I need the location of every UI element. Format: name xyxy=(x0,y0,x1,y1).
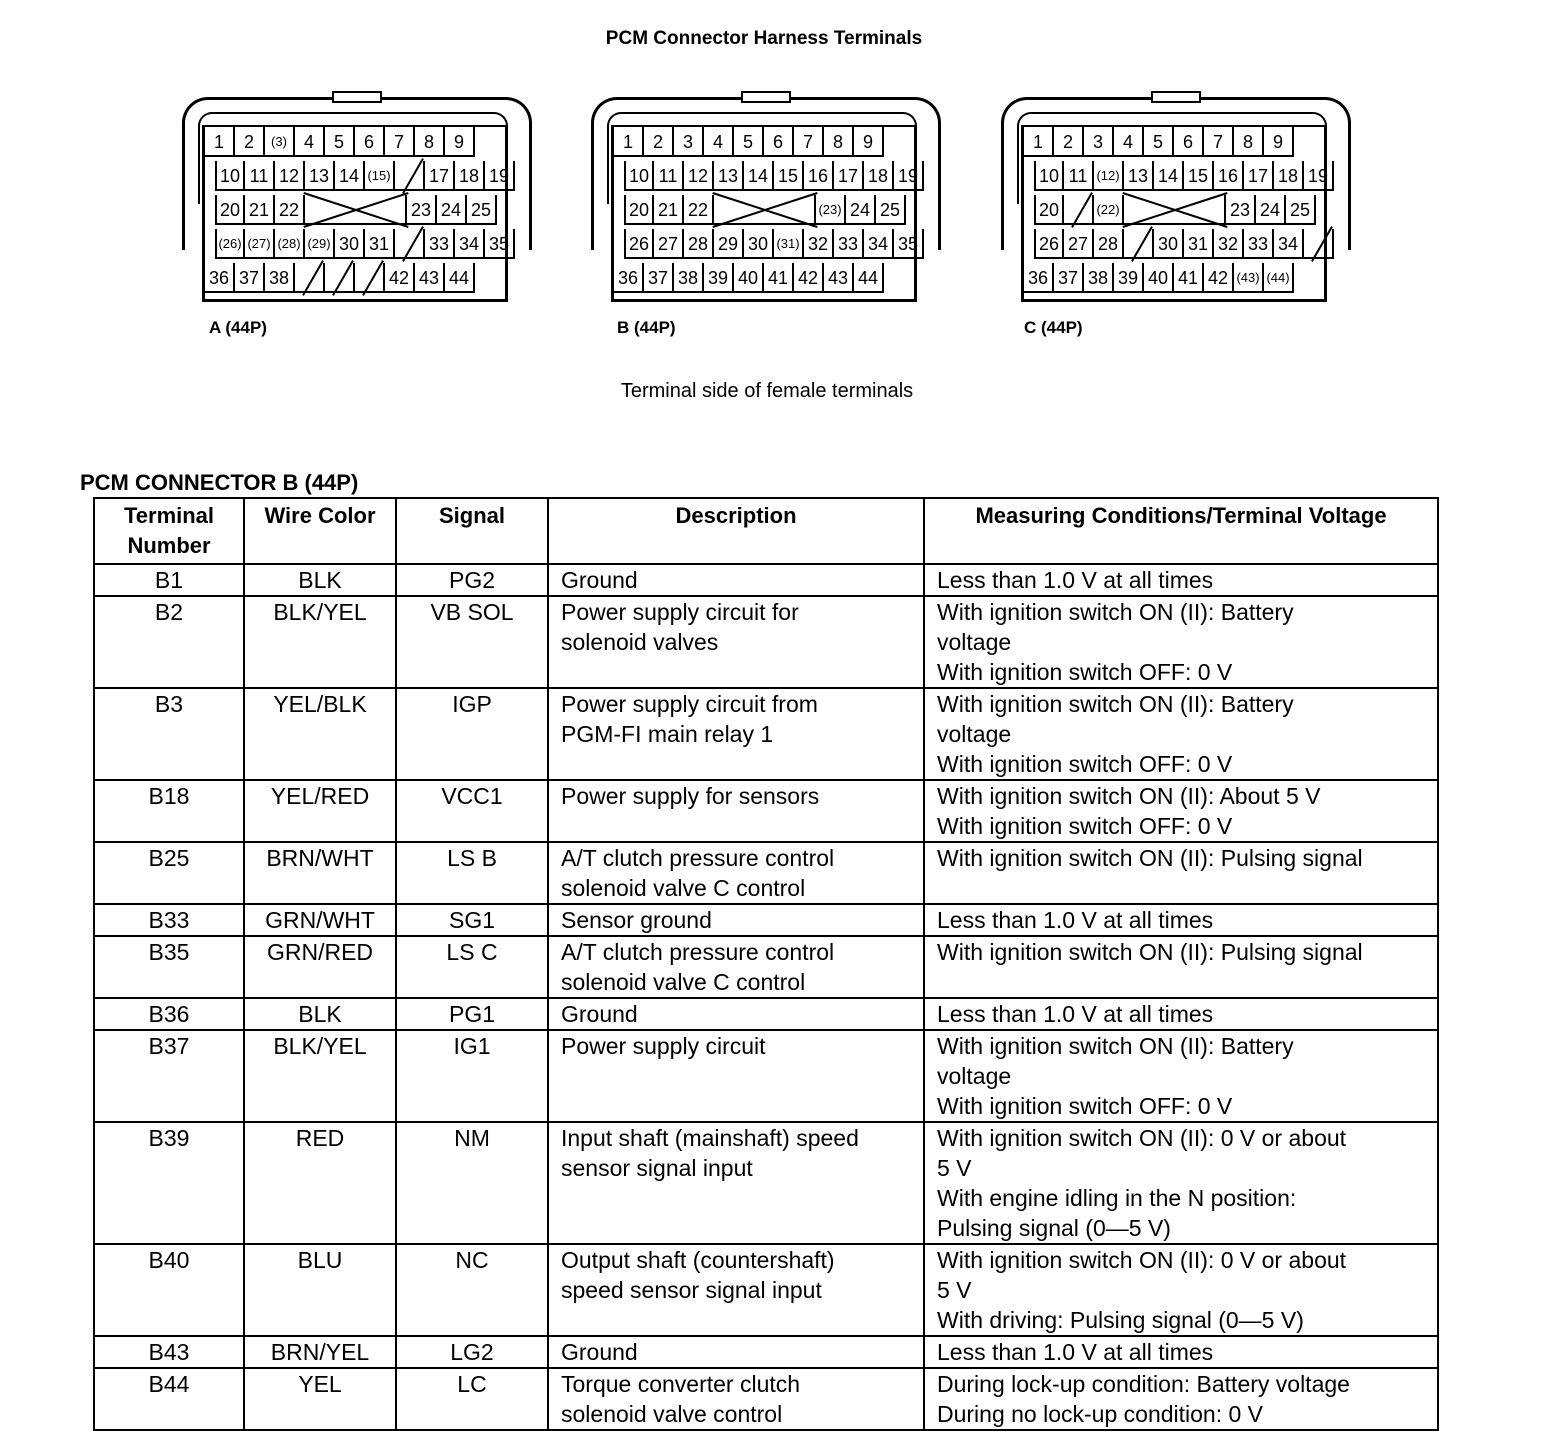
measuring-cell: Less than 1.0 V at all times xyxy=(924,998,1438,1030)
signal-cell: LS C xyxy=(396,936,548,998)
pin-row xyxy=(215,161,515,191)
diagram-caption: Terminal side of female terminals xyxy=(620,380,914,402)
pin-terminal: 39 xyxy=(704,263,734,293)
pin-terminal: 19 xyxy=(1304,161,1334,191)
pin-terminal: 39 xyxy=(1114,263,1144,293)
pin-terminal: 18 xyxy=(1274,161,1304,191)
measuring-cell: During lock-up condition: Battery voltage During no lock-up condition: 0 V xyxy=(924,1368,1438,1430)
description-cell: Power supply circuit from PGM-FI main relay 1 xyxy=(548,688,924,780)
pin-terminal: 1 xyxy=(1024,127,1054,157)
pin-terminal: 20 xyxy=(215,195,245,225)
terminal-cell: B35 xyxy=(94,936,244,998)
measuring-cell: With ignition switch ON (II): Battery voltage With ignition switch OFF: 0 V xyxy=(924,688,1438,780)
pin-terminal: 25 xyxy=(467,195,497,225)
pin-terminal: (22) xyxy=(1094,195,1124,225)
pin-terminal: 24 xyxy=(1256,195,1286,225)
pin-terminal: 34 xyxy=(455,229,485,259)
terminal-cell: B36 xyxy=(94,998,244,1030)
terminal-cell: B39 xyxy=(94,1122,244,1244)
pin-terminal: 11 xyxy=(654,161,684,191)
pin-row xyxy=(614,263,884,293)
pin-terminal: 24 xyxy=(437,195,467,225)
measuring-cell: With ignition switch ON (II): 0 V or about 5 V With driving: Pulsing signal (0—5 V) xyxy=(924,1244,1438,1336)
pin-terminal: 10 xyxy=(624,161,654,191)
pin-terminal: (12) xyxy=(1094,161,1124,191)
pin-terminal: 37 xyxy=(644,263,674,293)
pin-terminal: 19 xyxy=(485,161,515,191)
pcm-connector-table xyxy=(93,497,1439,1431)
pin-terminal: 22 xyxy=(684,195,714,225)
pin-row xyxy=(624,195,906,225)
measuring-cell: Less than 1.0 V at all times xyxy=(924,1336,1438,1368)
measuring-cell: With ignition switch ON (II): Pulsing signal xyxy=(924,936,1438,998)
pin-terminal: 5 xyxy=(325,127,355,157)
pin-terminal: 18 xyxy=(864,161,894,191)
pin-row xyxy=(215,229,515,259)
description-cell: Power supply circuit for solenoid valves xyxy=(548,596,924,688)
pin-terminal: 3 xyxy=(674,127,704,157)
connector-a-label: A (44P) xyxy=(209,318,267,337)
pin-terminal: (44) xyxy=(1264,263,1294,293)
pin-terminal: 7 xyxy=(1204,127,1234,157)
pin-terminal: (26) xyxy=(215,229,245,259)
pin-terminal: 4 xyxy=(704,127,734,157)
table-row xyxy=(94,1244,1438,1336)
wire-color-cell: YEL/RED xyxy=(244,780,396,842)
measuring-cell: With ignition switch ON (II): About 5 V With ignition switch OFF: 0 V xyxy=(924,780,1438,842)
pin-terminal: 30 xyxy=(1154,229,1184,259)
pin-terminal: 20 xyxy=(1034,195,1064,225)
wire-color-cell: BLK/YEL xyxy=(244,1030,396,1122)
terminal-cell: B43 xyxy=(94,1336,244,1368)
pin-terminal: 6 xyxy=(1174,127,1204,157)
pin-row xyxy=(624,229,924,259)
pin-terminal: 34 xyxy=(864,229,894,259)
pin-terminal: 18 xyxy=(455,161,485,191)
description-cell: Torque converter clutch solenoid valve control xyxy=(548,1368,924,1430)
pin-row xyxy=(1034,195,1316,225)
table-row xyxy=(94,596,1438,688)
pin-row xyxy=(614,127,884,157)
pin-terminal: 5 xyxy=(734,127,764,157)
description-cell: Input shaft (mainshaft) speed sensor signal input xyxy=(548,1122,924,1244)
pin-terminal: 25 xyxy=(876,195,906,225)
table-title: PCM CONNECTOR B (44P) xyxy=(80,470,359,495)
pin-terminal: 25 xyxy=(1286,195,1316,225)
pin-terminal: 38 xyxy=(265,263,295,293)
terminal-cell: B1 xyxy=(94,564,244,596)
unused-pin xyxy=(395,161,425,191)
description-cell: Power supply for sensors xyxy=(548,780,924,842)
header-measuring: Measuring Conditions/Terminal Voltage xyxy=(924,498,1438,564)
wire-color-cell: BRN/YEL xyxy=(244,1336,396,1368)
terminal-cell: B3 xyxy=(94,688,244,780)
keyed-gap xyxy=(1124,195,1226,225)
description-cell: Output shaft (countershaft) speed sensor signal input xyxy=(548,1244,924,1336)
pin-terminal: 33 xyxy=(425,229,455,259)
signal-cell: PG1 xyxy=(396,998,548,1030)
signal-cell: LG2 xyxy=(396,1336,548,1368)
pin-row xyxy=(1024,127,1294,157)
pin-terminal: 13 xyxy=(1124,161,1154,191)
pin-terminal: (15) xyxy=(365,161,395,191)
connector-lock-tab xyxy=(1151,91,1201,103)
pin-terminal: 27 xyxy=(654,229,684,259)
pin-row xyxy=(1034,161,1334,191)
pin-row xyxy=(205,127,475,157)
pin-terminal: 10 xyxy=(215,161,245,191)
pin-terminal: 13 xyxy=(714,161,744,191)
pin-terminal: (28) xyxy=(275,229,305,259)
pin-terminal: (23) xyxy=(816,195,846,225)
keyed-gap xyxy=(714,195,816,225)
pin-terminal: 4 xyxy=(1114,127,1144,157)
signal-cell: LS B xyxy=(396,842,548,904)
pin-terminal: 35 xyxy=(485,229,515,259)
wire-color-cell: RED xyxy=(244,1122,396,1244)
pin-terminal: 32 xyxy=(1214,229,1244,259)
pin-terminal: 33 xyxy=(834,229,864,259)
signal-cell: SG1 xyxy=(396,904,548,936)
pin-terminal: 22 xyxy=(275,195,305,225)
signal-cell: IGP xyxy=(396,688,548,780)
pin-terminal: 32 xyxy=(804,229,834,259)
signal-cell: NC xyxy=(396,1244,548,1336)
pin-terminal: 8 xyxy=(824,127,854,157)
pin-terminal: 6 xyxy=(764,127,794,157)
pin-terminal: 40 xyxy=(734,263,764,293)
pin-terminal: 14 xyxy=(335,161,365,191)
measuring-cell: With ignition switch ON (II): Battery voltage With ignition switch OFF: 0 V xyxy=(924,1030,1438,1122)
connector-b-diagram xyxy=(591,97,941,297)
pin-terminal: 36 xyxy=(614,263,644,293)
table-row xyxy=(94,1336,1438,1368)
wire-color-cell: BLK xyxy=(244,998,396,1030)
table-row xyxy=(94,688,1438,780)
pin-terminal: 13 xyxy=(305,161,335,191)
pin-terminal: 19 xyxy=(894,161,924,191)
terminal-cell: B40 xyxy=(94,1244,244,1336)
terminal-cell: B33 xyxy=(94,904,244,936)
pin-terminal: 20 xyxy=(624,195,654,225)
description-cell: Ground xyxy=(548,564,924,596)
table-row xyxy=(94,842,1438,904)
unused-pin xyxy=(355,263,385,293)
header-wire-color: Wire Color xyxy=(244,498,396,564)
pin-terminal: 7 xyxy=(385,127,415,157)
pin-terminal: 7 xyxy=(794,127,824,157)
pin-terminal: 9 xyxy=(854,127,884,157)
terminal-cell: B25 xyxy=(94,842,244,904)
measuring-cell: With ignition switch ON (II): Battery voltage With ignition switch OFF: 0 V xyxy=(924,596,1438,688)
table-row xyxy=(94,998,1438,1030)
terminal-cell: B18 xyxy=(94,780,244,842)
pin-terminal: 1 xyxy=(205,127,235,157)
pin-terminal: 24 xyxy=(846,195,876,225)
table-row xyxy=(94,904,1438,936)
signal-cell: VCC1 xyxy=(396,780,548,842)
description-cell: Sensor ground xyxy=(548,904,924,936)
pin-terminal: (31) xyxy=(774,229,804,259)
pin-terminal: 28 xyxy=(684,229,714,259)
pin-terminal: 3 xyxy=(1084,127,1114,157)
pin-terminal: 34 xyxy=(1274,229,1304,259)
pin-terminal: 36 xyxy=(1024,263,1054,293)
signal-cell: VB SOL xyxy=(396,596,548,688)
pin-terminal: 12 xyxy=(275,161,305,191)
pin-terminal: 23 xyxy=(1226,195,1256,225)
pin-terminal: 41 xyxy=(1174,263,1204,293)
pin-terminal: 16 xyxy=(804,161,834,191)
unused-pin xyxy=(1064,195,1094,225)
pin-terminal: 37 xyxy=(235,263,265,293)
connector-lock-tab xyxy=(741,91,791,103)
wire-color-cell: BLK/YEL xyxy=(244,596,396,688)
pin-terminal: 37 xyxy=(1054,263,1084,293)
wire-color-cell: BLK xyxy=(244,564,396,596)
measuring-cell: With ignition switch ON (II): 0 V or about 5 V With engine idling in the N position: Pulsing signal (0—5 V) xyxy=(924,1122,1438,1244)
pin-terminal: 17 xyxy=(425,161,455,191)
pin-terminal: 15 xyxy=(1184,161,1214,191)
pin-terminal: (29) xyxy=(305,229,335,259)
keyed-gap xyxy=(305,195,407,225)
wire-color-cell: BRN/WHT xyxy=(244,842,396,904)
wire-color-cell: YEL/BLK xyxy=(244,688,396,780)
pin-terminal: 2 xyxy=(1054,127,1084,157)
pin-terminal: 17 xyxy=(834,161,864,191)
pin-row xyxy=(215,195,497,225)
pin-terminal: 43 xyxy=(824,263,854,293)
pin-terminal: 26 xyxy=(624,229,654,259)
connector-b-label: B (44P) xyxy=(617,318,676,337)
terminal-cell: B44 xyxy=(94,1368,244,1430)
unused-pin xyxy=(395,229,425,259)
terminal-cell: B2 xyxy=(94,596,244,688)
pin-terminal: 11 xyxy=(1064,161,1094,191)
connector-pin-block xyxy=(611,125,917,302)
table-header-row xyxy=(94,498,1438,564)
pin-terminal: 11 xyxy=(245,161,275,191)
terminal-cell: B37 xyxy=(94,1030,244,1122)
connector-c-diagram xyxy=(1001,97,1351,297)
header-signal: Signal xyxy=(396,498,548,564)
unused-pin xyxy=(1304,229,1334,259)
signal-cell: NM xyxy=(396,1122,548,1244)
pin-terminal: 8 xyxy=(415,127,445,157)
measuring-cell: Less than 1.0 V at all times xyxy=(924,904,1438,936)
pin-terminal: 10 xyxy=(1034,161,1064,191)
diagram-title: PCM Connector Harness Terminals xyxy=(605,28,923,49)
wire-color-cell: GRN/WHT xyxy=(244,904,396,936)
pin-terminal: 35 xyxy=(894,229,924,259)
pin-terminal: 6 xyxy=(355,127,385,157)
wire-color-cell: BLU xyxy=(244,1244,396,1336)
pin-terminal: (43) xyxy=(1234,263,1264,293)
pin-terminal: 8 xyxy=(1234,127,1264,157)
pin-terminal: 33 xyxy=(1244,229,1274,259)
table-row xyxy=(94,1030,1438,1122)
signal-cell: PG2 xyxy=(396,564,548,596)
connector-pin-block xyxy=(202,125,508,302)
header-description: Description xyxy=(548,498,924,564)
description-cell: Ground xyxy=(548,1336,924,1368)
unused-pin xyxy=(1124,229,1154,259)
unused-pin xyxy=(325,263,355,293)
description-cell: Ground xyxy=(548,998,924,1030)
table-row xyxy=(94,1368,1438,1430)
pin-terminal: 21 xyxy=(245,195,275,225)
pin-terminal: 2 xyxy=(235,127,265,157)
signal-cell: IG1 xyxy=(396,1030,548,1122)
wire-color-cell: YEL xyxy=(244,1368,396,1430)
connector-c-label: C (44P) xyxy=(1024,318,1083,337)
pin-terminal: 43 xyxy=(415,263,445,293)
pin-terminal: 42 xyxy=(1204,263,1234,293)
pin-terminal: 1 xyxy=(614,127,644,157)
pin-terminal: 12 xyxy=(684,161,714,191)
connector-lock-tab xyxy=(332,91,382,103)
pin-terminal: 38 xyxy=(674,263,704,293)
pin-terminal: 17 xyxy=(1244,161,1274,191)
pin-terminal: 21 xyxy=(654,195,684,225)
pin-terminal: 9 xyxy=(445,127,475,157)
pin-terminal: 40 xyxy=(1144,263,1174,293)
connector-pin-block xyxy=(1021,125,1327,302)
pin-terminal: 16 xyxy=(1214,161,1244,191)
pin-terminal: 44 xyxy=(854,263,884,293)
pin-terminal: 36 xyxy=(205,263,235,293)
pin-terminal: 14 xyxy=(1154,161,1184,191)
description-cell: A/T clutch pressure control solenoid valve C control xyxy=(548,842,924,904)
measuring-cell: With ignition switch ON (II): Pulsing signal xyxy=(924,842,1438,904)
pin-terminal: 9 xyxy=(1264,127,1294,157)
wire-color-cell: GRN/RED xyxy=(244,936,396,998)
pin-terminal: 28 xyxy=(1094,229,1124,259)
pin-terminal: 42 xyxy=(385,263,415,293)
pin-terminal: 31 xyxy=(1184,229,1214,259)
pin-terminal: (3) xyxy=(265,127,295,157)
table-row xyxy=(94,1122,1438,1244)
signal-cell: LC xyxy=(396,1368,548,1430)
pin-terminal: 42 xyxy=(794,263,824,293)
pin-terminal: 30 xyxy=(335,229,365,259)
pin-terminal: 27 xyxy=(1064,229,1094,259)
pin-terminal: 44 xyxy=(445,263,475,293)
pin-terminal: 14 xyxy=(744,161,774,191)
pin-terminal: 38 xyxy=(1084,263,1114,293)
pin-row xyxy=(1034,229,1334,259)
pin-row xyxy=(1024,263,1294,293)
description-cell: A/T clutch pressure control solenoid valve C control xyxy=(548,936,924,998)
pin-terminal: 4 xyxy=(295,127,325,157)
pin-terminal: (27) xyxy=(245,229,275,259)
pin-row xyxy=(205,263,475,293)
measuring-cell: Less than 1.0 V at all times xyxy=(924,564,1438,596)
pin-terminal: 2 xyxy=(644,127,674,157)
table-row xyxy=(94,936,1438,998)
pin-row xyxy=(624,161,924,191)
pin-terminal: 15 xyxy=(774,161,804,191)
pin-terminal: 41 xyxy=(764,263,794,293)
table-row xyxy=(94,564,1438,596)
unused-pin xyxy=(295,263,325,293)
pin-terminal: 5 xyxy=(1144,127,1174,157)
header-terminal: Terminal Number xyxy=(94,498,244,564)
pin-terminal: 26 xyxy=(1034,229,1064,259)
table-row xyxy=(94,780,1438,842)
pin-terminal: 31 xyxy=(365,229,395,259)
pin-terminal: 30 xyxy=(744,229,774,259)
description-cell: Power supply circuit xyxy=(548,1030,924,1122)
pin-terminal: 23 xyxy=(407,195,437,225)
pin-terminal: 29 xyxy=(714,229,744,259)
connector-a-diagram xyxy=(182,97,532,297)
